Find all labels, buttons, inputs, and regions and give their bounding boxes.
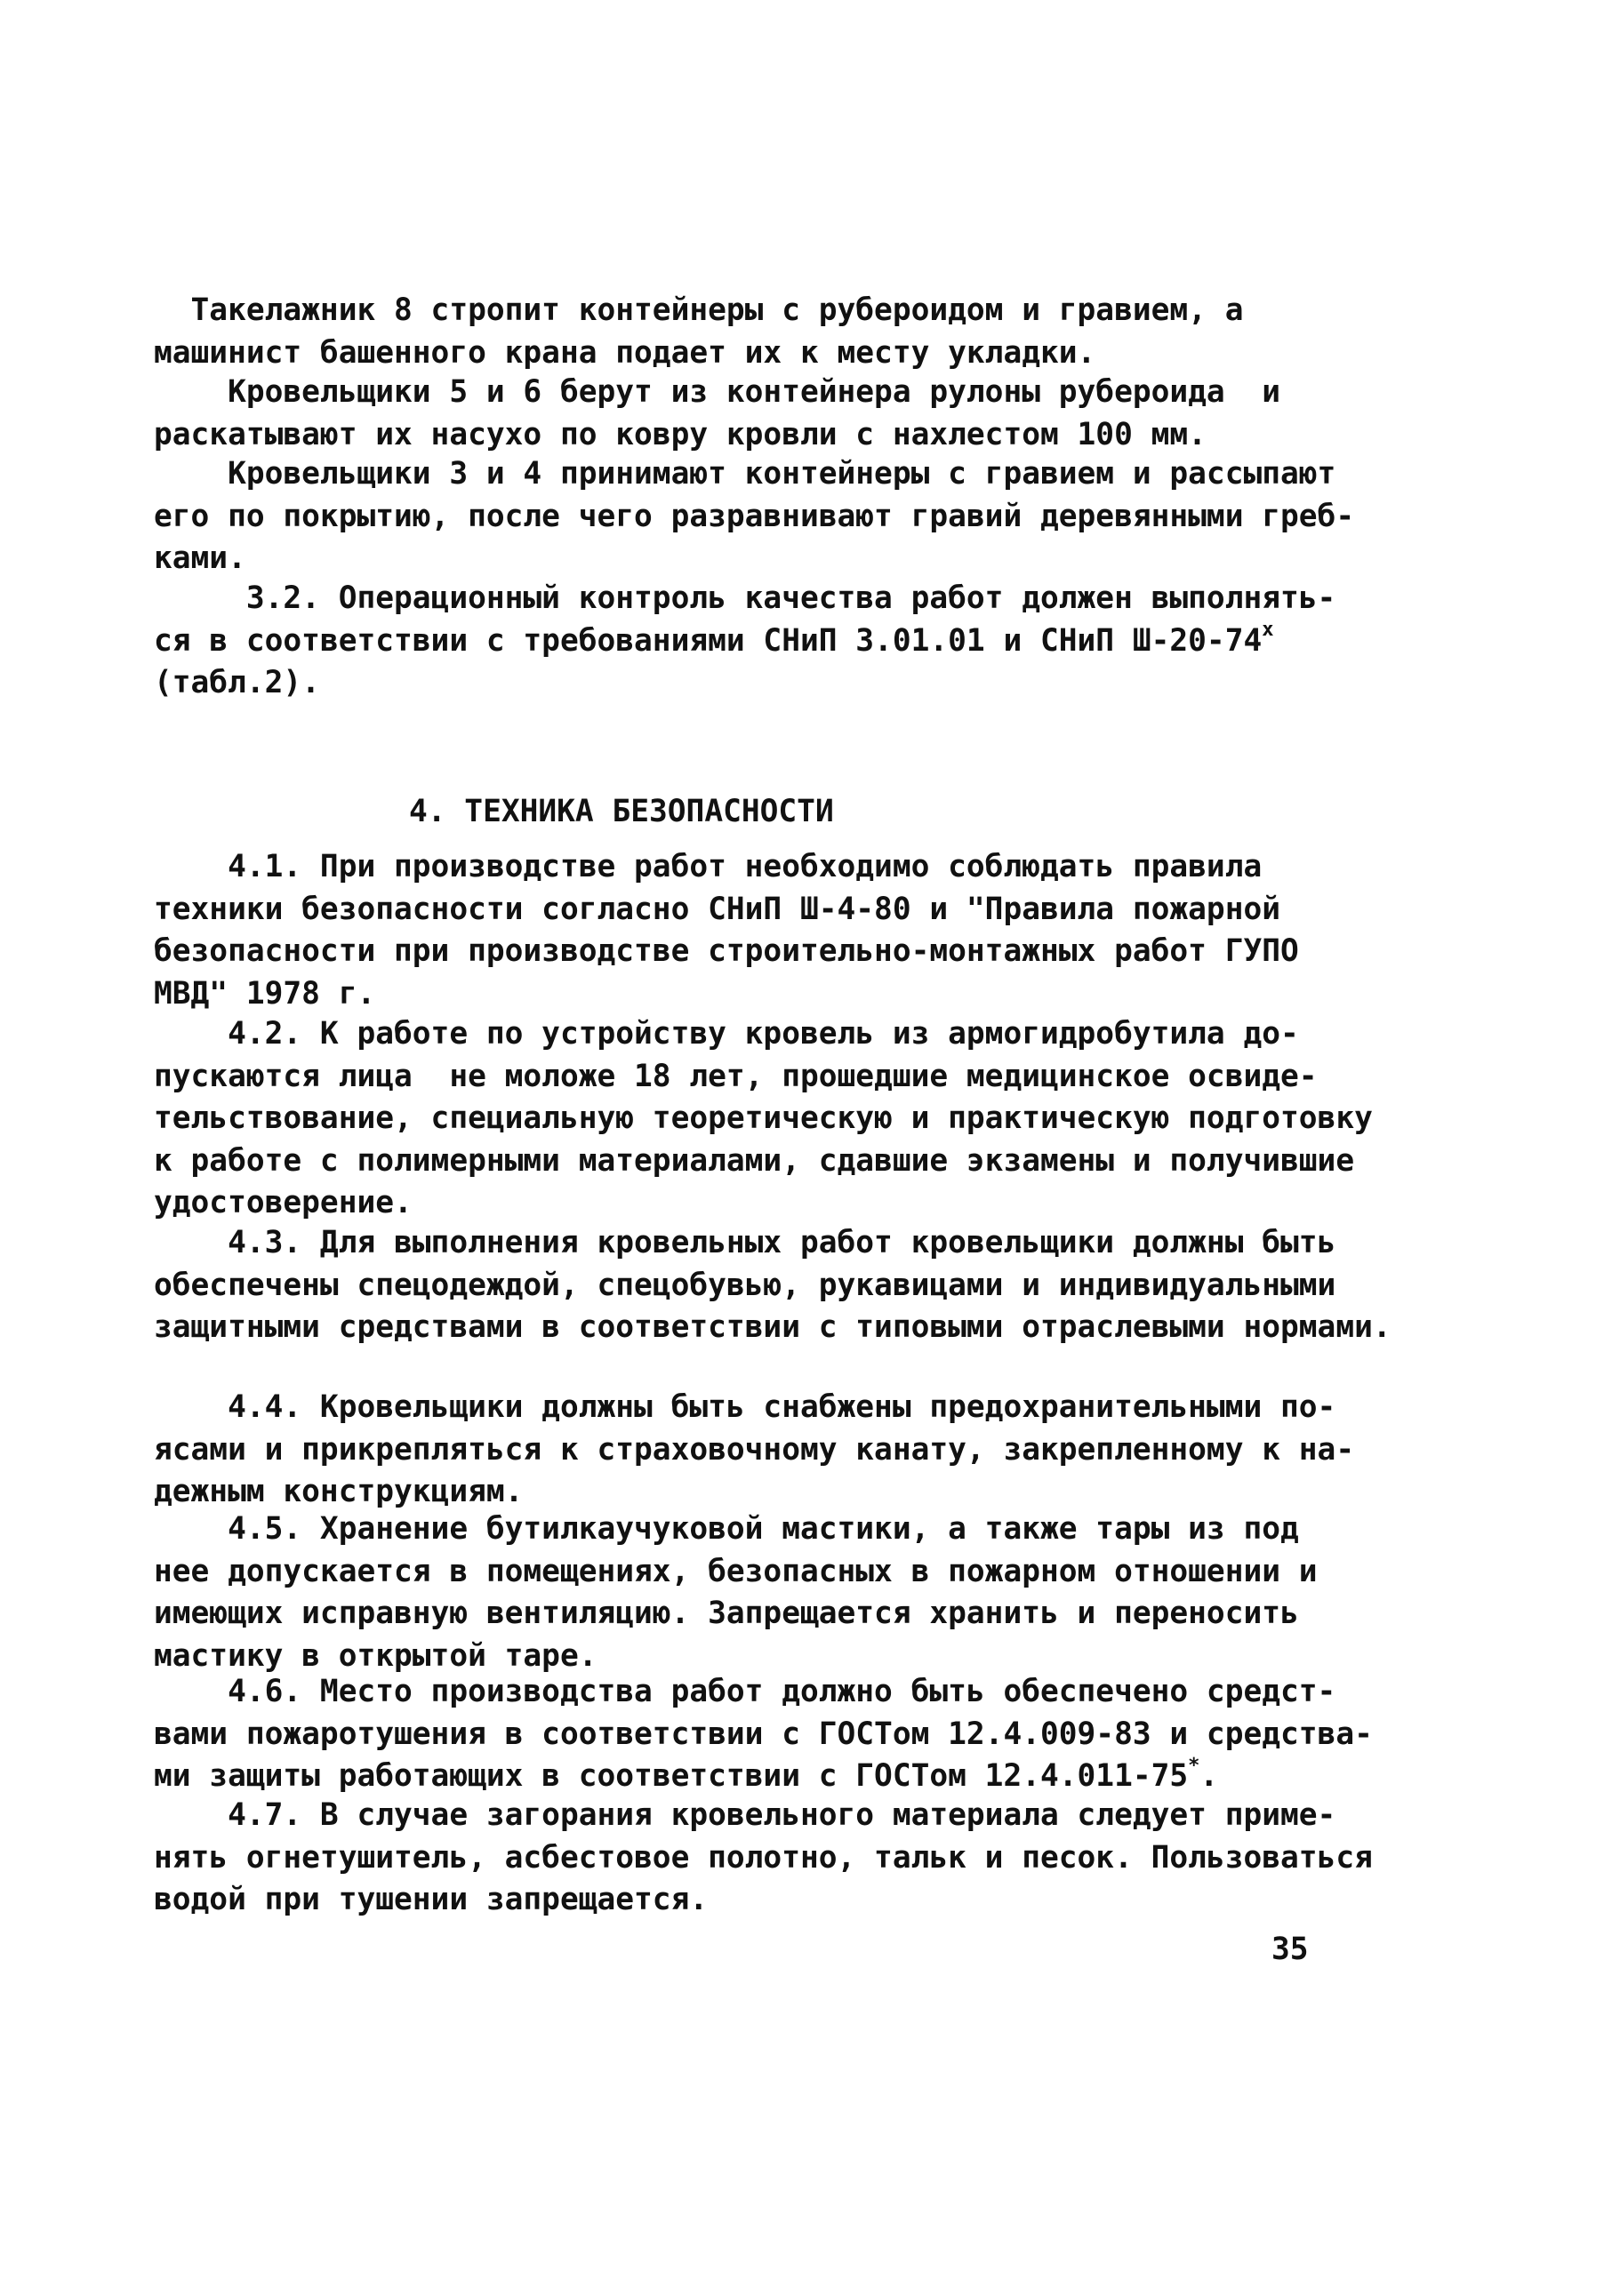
paragraph-4-1: 4.1. При производстве работ необходимо соблюдать правила техники безопасности согласно СНиП Ш-4-80 и "Правила пожарной безопасности при производстве строительно-монтажных работ ГУПО МВД" 1978 г. bbox=[154, 849, 1299, 1012]
paragraph-4-2: 4.2. К работе по устройству кровель из армогидробутила до- пускаются лица не моложе 18 лет, прошедшие медицинское освиде- тельствование, специальную теоретическую и практическую подготовку к работе с полимерными материалами, сдавшие экзамены и получившие удостоверение. bbox=[154, 1016, 1373, 1220]
paragraph-4-6-main: 4.6. Место производства работ должно быть обеспечено средст- вами пожаротушения в соответствии с ГОСТом 12.4.009-83 и средства- ми защиты работающих в соответствии с ГОСТом 12.4.011-75 bbox=[154, 1674, 1373, 1794]
paragraph-4-7: 4.7. В случае загорания кровельного материала следует приме- нять огнетушитель, асбестовое полотно, тальк и песок. Пользоваться водой при тушении запрещается. bbox=[154, 1797, 1373, 1917]
paragraph-4-5: 4.5. Хранение бутилкаучуковой мастики, а также тары из под нее допускается в помещениях, безопасных в пожарном отношении и имеющих исправную вентиляцию. Запрещается хранить и переносить мастику в открытой таре. bbox=[154, 1511, 1318, 1674]
paragraph-4-4: 4.4. Кровельщики должны быть снабжены предохранительными по- ясами и прикрепляться к страховочному канату, закрепленному к на- дежным конструкциям. bbox=[154, 1389, 1355, 1509]
paragraph-4-6-end: . bbox=[1199, 1758, 1219, 1794]
paragraph-3-2-main: 3.2. Операционный контроль качества работ должен выполнять- ся в соответствии с требованиями СНиП 3.01.01 и СНиП Ш-20-74 bbox=[154, 580, 1336, 659]
paragraph-3-2-superscript: х bbox=[1262, 619, 1274, 641]
page-number: 35 bbox=[1271, 1932, 1309, 1967]
paragraph-4-3: 4.3. Для выполнения кровельных работ кровельщики должны быть обеспечены спецодеждой, спецобувью, рукавицами и индивидуальными защитными средствами в соответствии с типовыми отраслевыми нормами. bbox=[154, 1225, 1391, 1345]
section-heading: 4. ТЕХНИКА БЕЗОПАСНОСТИ bbox=[409, 794, 834, 829]
paragraph-4-6-superscript: * bbox=[1188, 1754, 1200, 1777]
paragraph-4-6 bbox=[154, 1671, 1373, 1798]
paragraph-3-2-end: (табл.2). bbox=[154, 665, 320, 700]
paragraph-3-2 bbox=[154, 578, 1336, 705]
paragraph-rigger: Такелажник 8 стропит контейнеры с рубероидом и гравием, а машинист башенного крана подает их к месту укладки. bbox=[154, 292, 1244, 371]
paragraph-roofers-5-6: Кровельщики 5 и 6 берут из контейнера рулоны рубероида и раскатывают их насухо по ковру кровли с нахлестом 100 мм. bbox=[154, 374, 1281, 452]
paragraph-roofers-3-4: Кровельщики 3 и 4 принимают контейнеры с гравием и рассыпают его по покрытию, после чего разравнивают гравий деревянными греб- ками. bbox=[154, 456, 1355, 576]
